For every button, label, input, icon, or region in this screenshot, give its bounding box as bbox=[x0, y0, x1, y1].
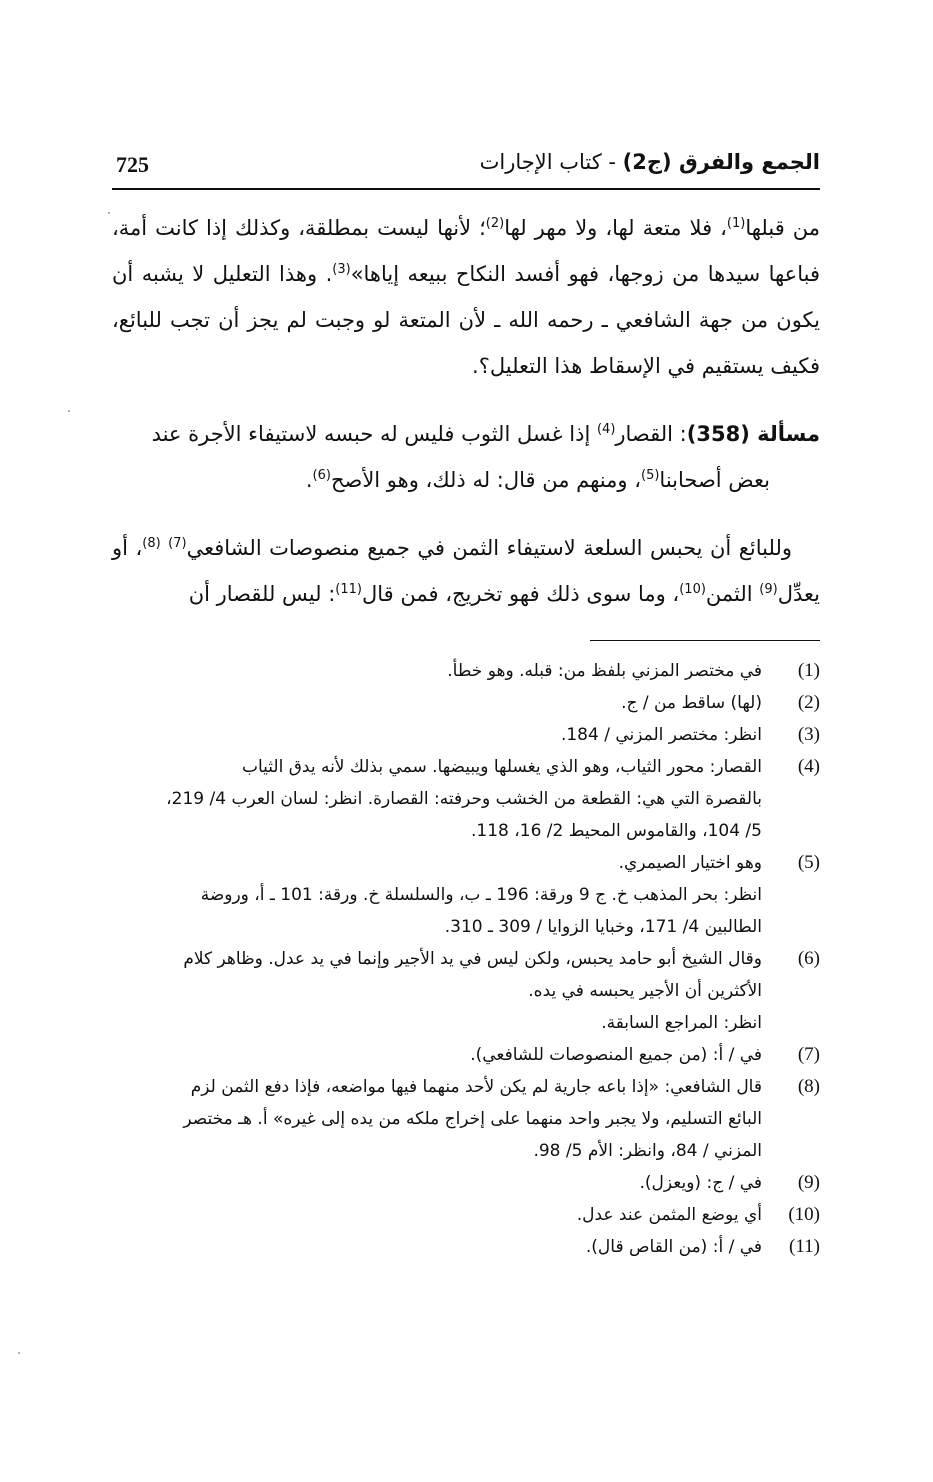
text-run: إذا غسل الثوب فليس له حبسه لاستيفاء الأجرة عند bbox=[151, 422, 597, 446]
footnote-line: في مختصر المزني بلفظ من: قبله. وهو خطأ. bbox=[447, 661, 762, 681]
footnote bbox=[112, 943, 820, 1039]
text-run: . وهذا التعليل لا يشبه أن يكون من جهة الشافعي ـ رحمه الله ـ لأن المتعة لو وجبت لم يجز أن تجب للبائع، فكيف يستقيم في الإسقاط هذا التعليل؟. bbox=[112, 262, 820, 378]
text-run: وللبائع أن يحبس السلعة لاستيفاء الثمن في جميع منصوصات الشافعي bbox=[186, 536, 792, 560]
footnote-number: (1) bbox=[797, 660, 820, 681]
footnote-line: بالقصرة التي هي: القطعة من الخشب وحرفته: القصارة. انظر: لسان العرب 4/ 219، bbox=[166, 789, 762, 809]
text-run: . bbox=[305, 468, 313, 492]
footnote-ref-10: (10) bbox=[679, 582, 706, 597]
footnote-ref-8: (8) bbox=[142, 536, 161, 551]
footnote bbox=[112, 687, 820, 719]
footnote-number: (5) bbox=[797, 852, 820, 873]
footnote-number: (6) bbox=[797, 948, 820, 969]
text-run: ، ومنهم من قال: له ذلك، وهو الأصح bbox=[330, 468, 641, 492]
footnote-ref-11: (11) bbox=[335, 582, 362, 597]
footnote-ref-5: (5) bbox=[640, 468, 660, 483]
footnote-line: وقال الشيخ أبو حامد يحبس، ولكن ليس في يد الأجير وإنما في يد عدل. وظاهر كلام bbox=[183, 949, 762, 969]
footnote-line: 5/ 104، والقاموس المحيط 2/ 16، 118. bbox=[471, 821, 762, 841]
footnote-ref-9: (9) bbox=[759, 582, 778, 597]
running-title bbox=[480, 150, 820, 174]
footnote-separator bbox=[590, 640, 820, 641]
footnote-number: (7) bbox=[797, 1044, 820, 1065]
footnote-line: أي يوضع المثمن عند عدل. bbox=[576, 1205, 762, 1225]
footnote bbox=[112, 1199, 820, 1231]
footnote-line: الأكثرين أن الأجير يحبسه في يده. bbox=[528, 981, 762, 1001]
footnote-line: في / ج: (ويعزل). bbox=[639, 1173, 762, 1193]
footnote-ref-7: (7) bbox=[168, 536, 187, 551]
footnote-number: (10) bbox=[788, 1204, 820, 1225]
footnote-line: المزني / 84، وانظر: الأم 5/ 98. bbox=[533, 1141, 762, 1161]
scan-speck bbox=[68, 410, 70, 412]
paragraph-issue-358 bbox=[112, 411, 820, 503]
footnote-number: (3) bbox=[797, 724, 820, 745]
footnote-line: البائع التسليم، ولا يجبر واحد منهما على إخراج ملكه من يده إلى غيره» أ. هـ مختصر bbox=[183, 1109, 762, 1129]
footnote-line: في / أ: (من جميع المنصوصات للشافعي). bbox=[470, 1045, 762, 1065]
issue-label: مسألة (358) bbox=[686, 422, 820, 446]
text-run: : ليس للقصار أن bbox=[188, 582, 336, 606]
footnote bbox=[112, 847, 820, 943]
footnote bbox=[112, 1039, 820, 1071]
footnote-ref-6: (6) bbox=[312, 468, 331, 483]
book-title: الجمع والفرق (ج2) bbox=[622, 150, 820, 174]
footnote bbox=[112, 1231, 820, 1263]
text-run: من قبلها bbox=[745, 216, 820, 240]
footnote-line: وهو اختيار الصيمري. bbox=[618, 853, 762, 873]
footnote-line: انظر: بحر المذهب خ. ج 9 ورقة: 196 ـ ب، والسلسلة خ. ورقة: 101 ـ أ، وروضة bbox=[200, 885, 762, 905]
footnote-line: انظر: مختصر المزني / 184. bbox=[560, 725, 762, 745]
footnote-number: (4) bbox=[797, 756, 820, 777]
text-run: ؛ لأنها ليست بمطلقة، وكذلك إذا كانت أمة، فباعها سيدها من زوجها، فهو أفسد النكاح ببيعه إياها» bbox=[112, 216, 820, 286]
paragraph-3 bbox=[112, 525, 820, 617]
footnote-number: (11) bbox=[789, 1236, 820, 1257]
footnote-ref-1: (1) bbox=[726, 216, 746, 231]
footnote bbox=[112, 719, 820, 751]
running-header bbox=[112, 150, 820, 190]
footnote-line: قال الشافعي: «إذا باعه جارية لم يكن لأحد منهما فيها مواضعه، فإذا دفع الثمن لزم bbox=[190, 1077, 762, 1097]
footnote bbox=[112, 655, 820, 687]
text-run: الثمن bbox=[705, 582, 760, 606]
text-run: بعض أصحابنا bbox=[659, 468, 770, 492]
scan-speck bbox=[18, 1352, 20, 1354]
footnote-line: في / أ: (من القاص قال). bbox=[585, 1237, 762, 1257]
footnote-number: (9) bbox=[797, 1172, 820, 1193]
footnote-number: (2) bbox=[797, 692, 820, 713]
text-run: ، فلا متعة لها، ولا مهر لها bbox=[504, 216, 727, 240]
title-separator: - bbox=[601, 150, 623, 174]
footnote bbox=[112, 1071, 820, 1167]
footnote-number: (8) bbox=[797, 1076, 820, 1097]
footnote-ref-3: (3) bbox=[332, 262, 351, 277]
text-run: : القصار bbox=[615, 422, 687, 446]
paragraph-1 bbox=[112, 205, 820, 389]
footnote bbox=[112, 751, 820, 847]
footnote-line: (لها) ساقط من / ج. bbox=[621, 693, 762, 713]
footnote-ref-2: (2) bbox=[485, 216, 505, 231]
page-number: 725 bbox=[116, 152, 149, 177]
footnote-line: القصار: محور الثياب، وهو الذي يغسلها ويبيضها. سمي بذلك لأنه يدق الثياب bbox=[241, 757, 762, 777]
footnote-line: الطالبين 4/ 171، وخبايا الزوايا / 309 ـ 310. bbox=[444, 917, 762, 937]
section-title: كتاب الإجارات bbox=[479, 150, 602, 174]
footnote-line: انظر: المراجع السابقة. bbox=[601, 1013, 762, 1033]
scan-speck bbox=[108, 212, 110, 214]
footnotes bbox=[112, 655, 820, 1263]
text-run: ، وما سوى ذلك فهو تخريج، فمن قال bbox=[362, 582, 680, 606]
footnote bbox=[112, 1167, 820, 1199]
text-run: ، أو يعدِّل bbox=[112, 536, 820, 606]
continuation-line bbox=[112, 457, 820, 503]
footnote-ref-4: (4) bbox=[596, 422, 616, 437]
main-text bbox=[112, 205, 820, 617]
